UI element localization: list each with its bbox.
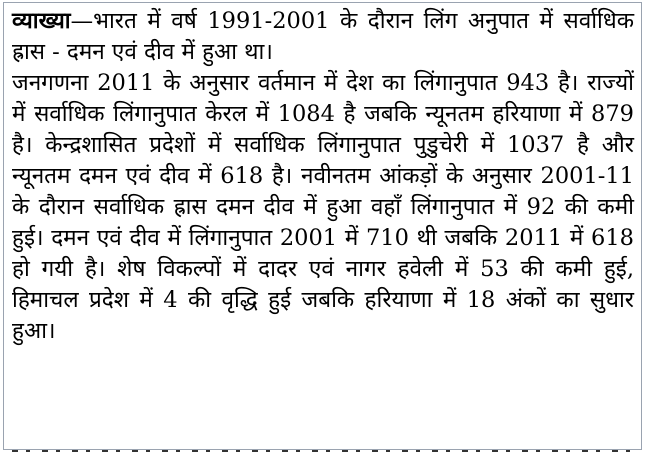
paragraph-2: जनगणना 2011 के अनुसार वर्तमान में देश का लिंगानुपात 943 है। राज्यों में सर्वाधिक लिंगानुपात केरल में 1084 है जबकि न्यूनतम हरियाणा में 879 है। केन्द्रशासित प्रदेशों में सर्वाधिक लिंगानुपात पुडुचेरी में 1037 है और न्यूनतम दमन एवं दीव में 618 है। नवीनतम आंकड़ों के अनुसार 2001-11 के दौरान सर्वाधिक ह्रास दमन दीव में हुआ वहाँ लिंगानुपात में 92 की कमी हुई। दमन एवं दीव में लिंगानुपात 2001 में 710 थी जबकि 2011 में 618 हो गयी है। शेष विकल्पों में दादर एवं नागर हवेली में 53 की कमी हुई, हिमाचल प्रदेश में 4 की वृद्धि हुई जबकि हरियाणा में 18 अंकों का सुधार हुआ। <box>12 70 634 344</box>
paragraph-1-text: भारत में वर्ष 1991-2001 के दौरान लिंग अनुपात में सर्वाधिक ह्रास - दमन एवं दीव में हुआ था। <box>12 8 634 65</box>
paragraph-1 <box>12 6 634 68</box>
clipped-next-line <box>12 446 634 455</box>
explanation-body <box>12 6 634 347</box>
clipped-text-fragment <box>12 450 634 452</box>
explanation-label: व्याख्या <box>12 8 71 34</box>
label-dash: — <box>70 8 94 34</box>
